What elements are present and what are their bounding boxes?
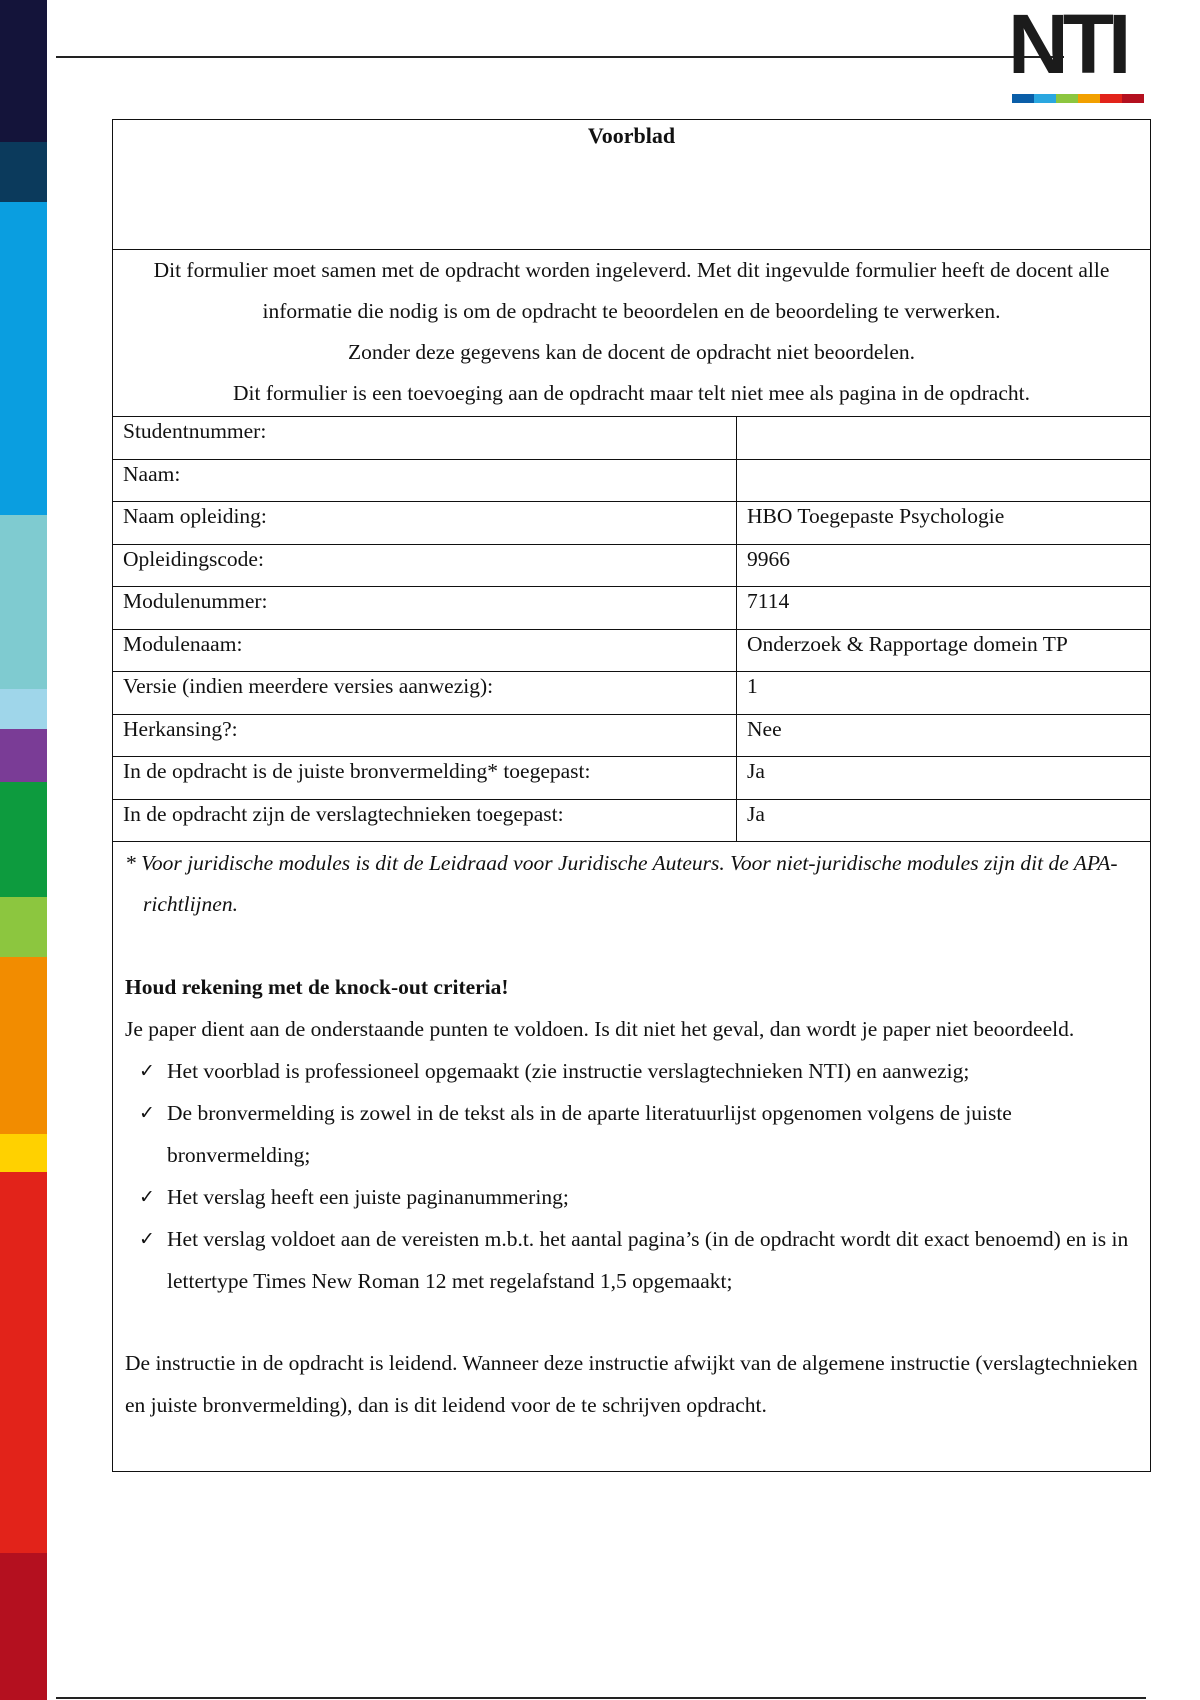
field-value[interactable]: Nee	[747, 716, 782, 741]
criteria-item	[125, 1092, 1138, 1176]
stripe-segment	[0, 0, 47, 142]
field-label: Naam opleiding:	[113, 502, 737, 544]
knockout-text: Je paper dient aan de onderstaande punten te voldoen. Is dit niet het geval, dan wordt je paper niet beoordeeld.	[125, 1017, 1075, 1041]
field-value[interactable]	[737, 417, 1150, 459]
footer-rule	[56, 1697, 1146, 1699]
criteria-text: Het verslag heeft een juiste paginanummering;	[167, 1185, 569, 1209]
stripe-segment	[0, 142, 47, 202]
stripe-segment	[0, 689, 47, 729]
criteria-text: Het voorblad is professioneel opgemaakt (zie instructie verslagtechnieken NTI) en aanwezig;	[167, 1059, 970, 1083]
stripe-segment	[0, 897, 47, 957]
criteria-item	[125, 1176, 1138, 1218]
field-value[interactable]: HBO Toegepaste Psychologie	[747, 504, 1005, 528]
field-label: Studentnummer:	[113, 417, 737, 459]
stripe-segment	[0, 782, 47, 897]
form-intro	[113, 250, 1150, 417]
field-value[interactable]: Ja	[747, 801, 765, 826]
check-icon: ✓	[139, 1228, 155, 1250]
footnote: * Voor juridische modules is dit de Leidraad voor Juridische Auteurs. Voor niet-juridische modules zijn dit de APA-richtlijnen.	[125, 851, 1118, 916]
header-rule	[56, 56, 1064, 58]
field-row-studentnummer	[113, 417, 1150, 460]
field-label: Naam:	[113, 460, 737, 502]
stripe-segment	[0, 515, 47, 689]
field-row-opleidingscode	[113, 545, 1150, 588]
field-row-modulenummer	[113, 587, 1150, 630]
stripe-segment	[0, 1134, 47, 1172]
stripe-segment	[0, 957, 47, 1134]
form-title: Voorblad	[113, 120, 1150, 250]
logo-color-bar	[1012, 94, 1144, 103]
intro-paragraph: Dit formulier is een toevoeging aan de opdracht maar telt niet mee als pagina in de opdracht.	[232, 381, 1030, 405]
logo-bar-segment	[1012, 94, 1034, 103]
criteria-text: De bronvermelding is zowel in de tekst als in de aparte literatuurlijst opgenomen volgens de juiste bronvermelding;	[167, 1101, 1012, 1167]
field-row-verslagtechnieken	[113, 800, 1150, 843]
field-row-herkansing	[113, 715, 1150, 758]
field-value[interactable]	[737, 460, 1150, 502]
field-row-modulenaam	[113, 630, 1150, 673]
field-label: In de opdracht zijn de verslagtechnieken toegepast:	[113, 800, 737, 842]
cover-sheet-form	[112, 119, 1151, 1472]
logo-bar-segment	[1078, 94, 1100, 103]
knockout-title: Houd rekening met de knock-out criteria!	[125, 975, 509, 999]
intro-paragraph: Dit formulier moet samen met de opdracht worden ingeleverd. Met dit ingevulde formulier heeft de docent alle informatie die nodig is om de opdracht te beoordelen en de beoordeling te verwerken.	[153, 258, 1110, 323]
stripe-segment	[0, 1553, 47, 1700]
field-value[interactable]: 9966	[747, 546, 790, 571]
field-value[interactable]: Ja	[747, 759, 765, 783]
field-row-naam	[113, 460, 1150, 503]
stripe-segment	[0, 729, 47, 782]
field-row-bronvermelding	[113, 757, 1150, 800]
stripe-segment	[0, 202, 47, 515]
check-icon: ✓	[139, 1186, 155, 1208]
criteria-item	[125, 1218, 1138, 1302]
logo-bar-segment	[1122, 94, 1144, 103]
field-label: Herkansing?:	[113, 715, 737, 757]
brand-color-stripe	[0, 0, 47, 1700]
field-label: In de opdracht is de juiste bronvermelding* toegepast:	[113, 757, 737, 799]
intro-paragraph: Zonder deze gegevens kan de docent de opdracht niet beoordelen.	[347, 340, 916, 364]
closing-note: De instructie in de opdracht is leidend. Wanneer deze instructie afwijkt van de algemene instructie (verslagtechnieken en juiste bronvermelding), dan is dit leidend voor de te schrijven opdracht.	[125, 1351, 1138, 1417]
logo-bar-segment	[1100, 94, 1122, 103]
logo-bar-segment	[1056, 94, 1078, 103]
logo-bar-segment	[1034, 94, 1056, 103]
field-label: Modulenaam:	[113, 630, 737, 672]
criteria-list	[125, 1050, 1138, 1302]
form-notes	[113, 843, 1150, 1426]
nti-logo	[1004, 0, 1150, 106]
field-label: Opleidingscode:	[113, 545, 737, 587]
field-label: Modulenummer:	[113, 587, 737, 629]
check-icon: ✓	[139, 1102, 155, 1124]
check-icon: ✓	[139, 1060, 155, 1082]
criteria-item	[125, 1050, 1138, 1092]
field-value[interactable]: 1	[747, 674, 758, 698]
stripe-segment	[0, 1172, 47, 1553]
field-value[interactable]: 7114	[747, 589, 790, 613]
field-label: Versie (indien meerdere versies aanwezig):	[113, 672, 737, 714]
field-row-naam-opleiding	[113, 502, 1150, 545]
criteria-text: Het verslag voldoet aan de vereisten m.b.t. het aantal pagina’s (in de opdracht wordt dit exact benoemd) en is in lettertype Times New Roman 12 met regelafstand 1,5 opgemaakt;	[167, 1227, 1129, 1293]
logo-wordmark: NTI	[1008, 0, 1126, 91]
field-row-versie	[113, 672, 1150, 715]
field-value[interactable]: Onderzoek & Rapportage domein TP	[747, 631, 1068, 656]
form-fields-table	[113, 417, 1150, 842]
